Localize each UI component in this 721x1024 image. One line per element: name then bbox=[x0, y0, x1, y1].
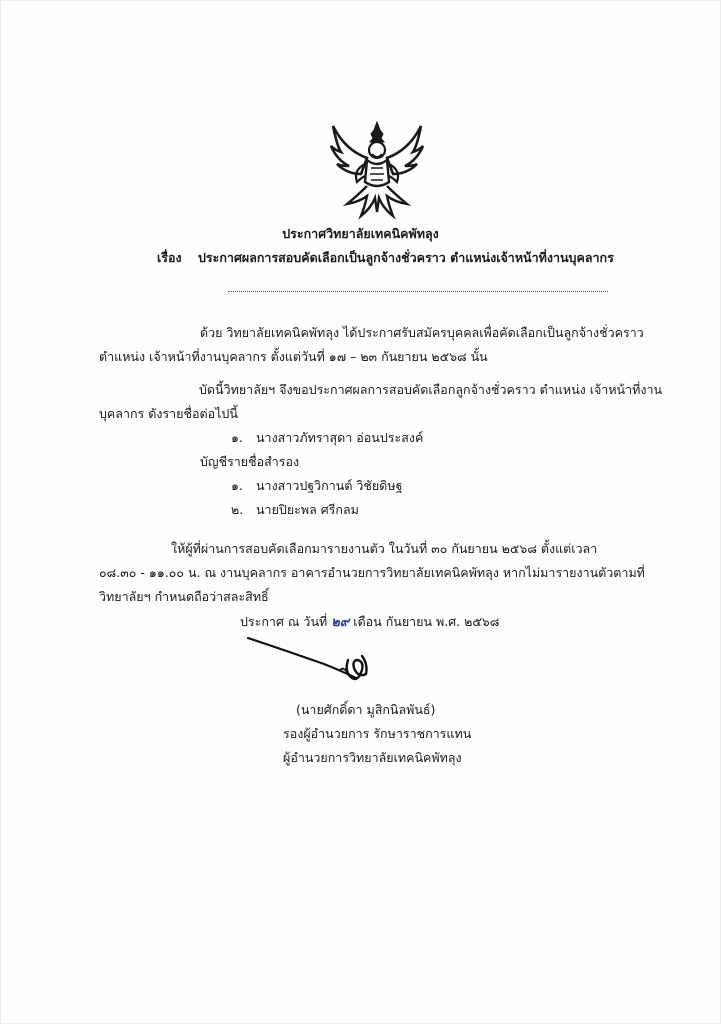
paragraph-1-line-2: ตำแหน่ง เจ้าหน้าที่งานบุคลากร ตั้งแต่วันที่ ๑๗ – ๒๓ กันยายน ๒๕๖๘ นั้น bbox=[99, 349, 488, 364]
selected-item-name: นางสาวภัทราสุดา อ่อนประสงค์ bbox=[256, 430, 424, 445]
handwritten-signature-icon bbox=[244, 620, 374, 690]
subject-text: ประกาศผลการสอบคัดเลือกเป็นลูกจ้างชั่วคราว ตำแหน่งเจ้าหน้าที่งานบุคลากร bbox=[198, 250, 614, 265]
dateline-month-year: เดือน กันยายน พ.ศ. ๒๕๖๘ bbox=[353, 614, 500, 629]
selected-item-number: ๑. bbox=[231, 430, 243, 445]
paragraph-3-line-3: วิทยาลัยฯ กำหนดถือว่าสละสิทธิ์ bbox=[99, 589, 269, 604]
dateline-day-handwritten: ๒๙ bbox=[331, 615, 350, 630]
divider-dotted-line bbox=[228, 291, 608, 292]
garuda-emblem-icon bbox=[327, 120, 427, 220]
signatory-name: (นายศักดิ์ดา มูสิกนิลพันธ์) bbox=[296, 702, 436, 717]
signatory-position-1: รองผู้อำนวยการ รักษาราชการแทน bbox=[283, 726, 472, 741]
reserve-item-2-number: ๒. bbox=[231, 502, 244, 517]
paragraph-2-line-1: บัดนี้วิทยาลัยฯ จึงขอประกาศผลการสอบคัดเลือกลูกจ้างชั่วคราว ตำแหน่ง เจ้าหน้าที่งาน bbox=[199, 382, 663, 397]
paragraph-1-line-1: ด้วย วิทยาลัยเทคนิคพัทลุง ได้ประกาศรับสมัครบุคคลเพื่อคัดเลือกเป็นลูกจ้างชั่วคราว bbox=[200, 325, 644, 340]
reserve-item-2-name: นายปิยะพล ศรีกลม bbox=[256, 502, 359, 517]
signatory-position-2: ผู้อำนวยการวิทยาลัยเทคนิคพัทลุง bbox=[283, 750, 462, 765]
subject-label: เรื่อง bbox=[157, 250, 182, 265]
dateline-prefix: ประกาศ ณ วันที่ bbox=[240, 614, 328, 629]
paragraph-2-line-2: บุคลากร ดังรายชื่อต่อไปนี้ bbox=[99, 406, 238, 421]
reserve-heading: บัญชีรายชื่อสำรอง bbox=[200, 454, 300, 469]
paragraph-3-line-2: ๐๘.๓๐ - ๑๑.๐๐ น. ณ งานบุคลากร อาคารอำนวยการวิทยาลัยเทคนิคพัทลุง หากไม่มารายงานตัวตามที่ bbox=[99, 565, 645, 580]
paragraph-3-line-1: ให้ผู้ที่ผ่านการสอบคัดเลือกมารายงานตัว ในวันที่ ๓๐ กันยายน ๒๕๖๘ ตั้งแต่เวลา bbox=[171, 541, 598, 556]
reserve-item-1-name: นางสาวปฐวิกานต์ วิชัยดิษฐ bbox=[256, 478, 403, 493]
reserve-item-1-number: ๑. bbox=[231, 478, 243, 493]
document-title: ประกาศวิทยาลัยเทคนิคพัทลุง bbox=[282, 226, 439, 241]
